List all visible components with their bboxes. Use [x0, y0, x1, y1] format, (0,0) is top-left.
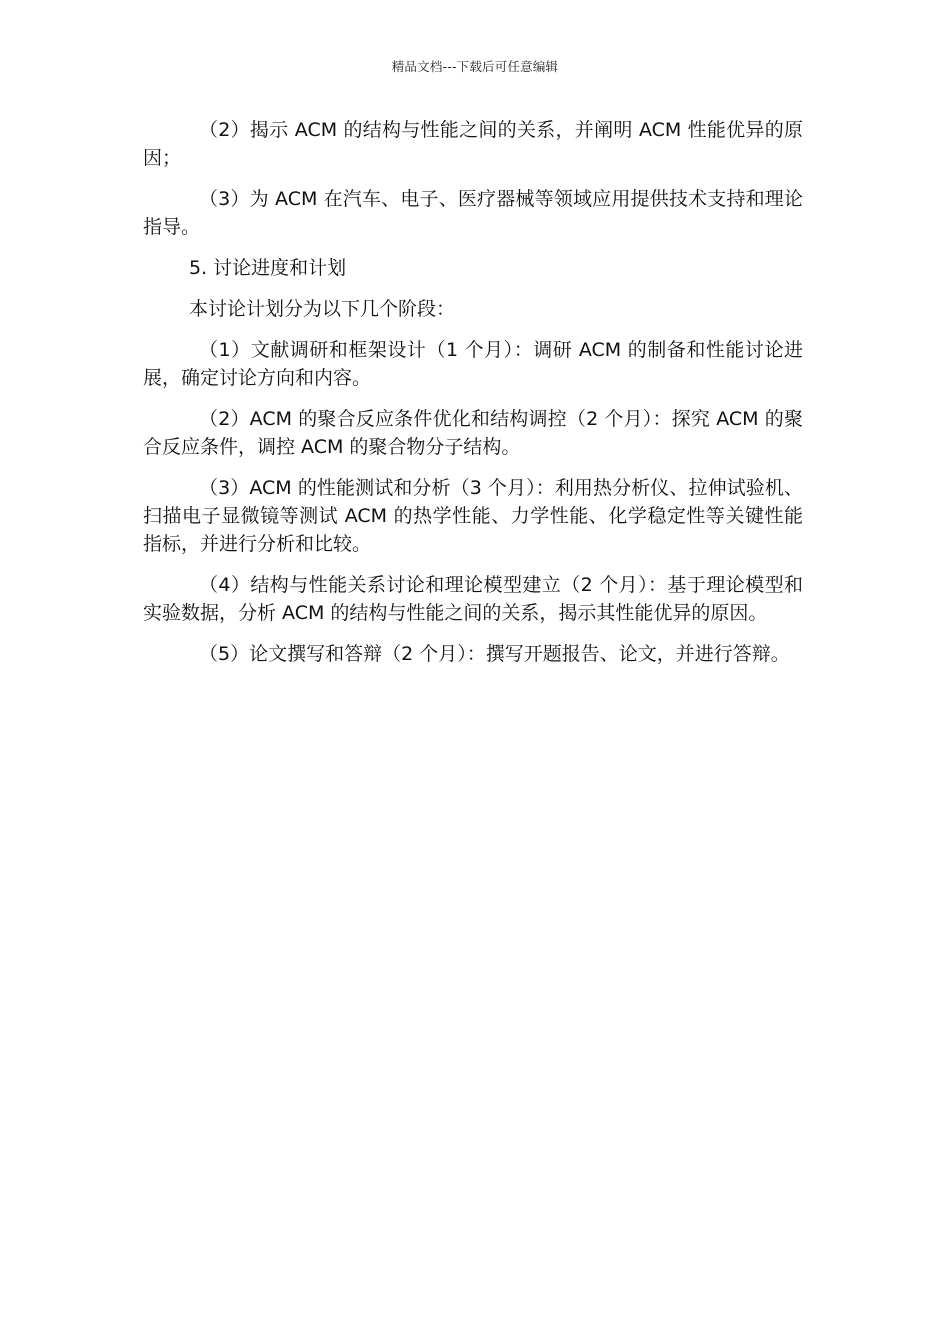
paragraph-plan-intro: 本讨论计划分为以下几个阶段：: [189, 298, 456, 320]
paragraph-goal-3: （3）为 ACM 在汽车、电子、医疗器械等领域应用提供技术支持和理论指导。: [143, 188, 803, 238]
page-header: 精品文档---下载后可任意编辑: [391, 59, 559, 74]
paragraph-goal-2: （2）揭示 ACM 的结构与性能之间的关系，并阐明 ACM 性能优异的原因；: [143, 119, 803, 169]
document-body: [143, 116, 803, 681]
paragraph-stage-3: （3）ACM 的性能测试和分析（3 个月）：利用热分析仪、拉伸试验机、扫描电子显微镜等测试 ACM 的热学性能、力学性能、化学稳定性等关键性能指标，并进行分析和比较。: [143, 477, 803, 555]
paragraph-stage-2: （2）ACM 的聚合反应条件优化和结构调控（2 个月）：探究 ACM 的聚合反应条件，调控 ACM 的聚合物分子结构。: [143, 408, 803, 458]
paragraph-stage-1: （1）文献调研和框架设计（1 个月）：调研 ACM 的制备和性能讨论进展，确定讨论方向和内容。: [143, 339, 803, 389]
paragraph-stage-4: （4）结构与性能关系讨论和理论模型建立（2 个月）：基于理论模型和实验数据，分析 ACM 的结构与性能之间的关系，揭示其性能优异的原因。: [143, 574, 803, 624]
paragraph-stage-5: （5）论文撰写和答辩（2 个月）：撰写开题报告、论文，并进行答辩。: [199, 643, 790, 665]
section-heading-schedule: 5. 讨论进度和计划: [189, 257, 347, 279]
